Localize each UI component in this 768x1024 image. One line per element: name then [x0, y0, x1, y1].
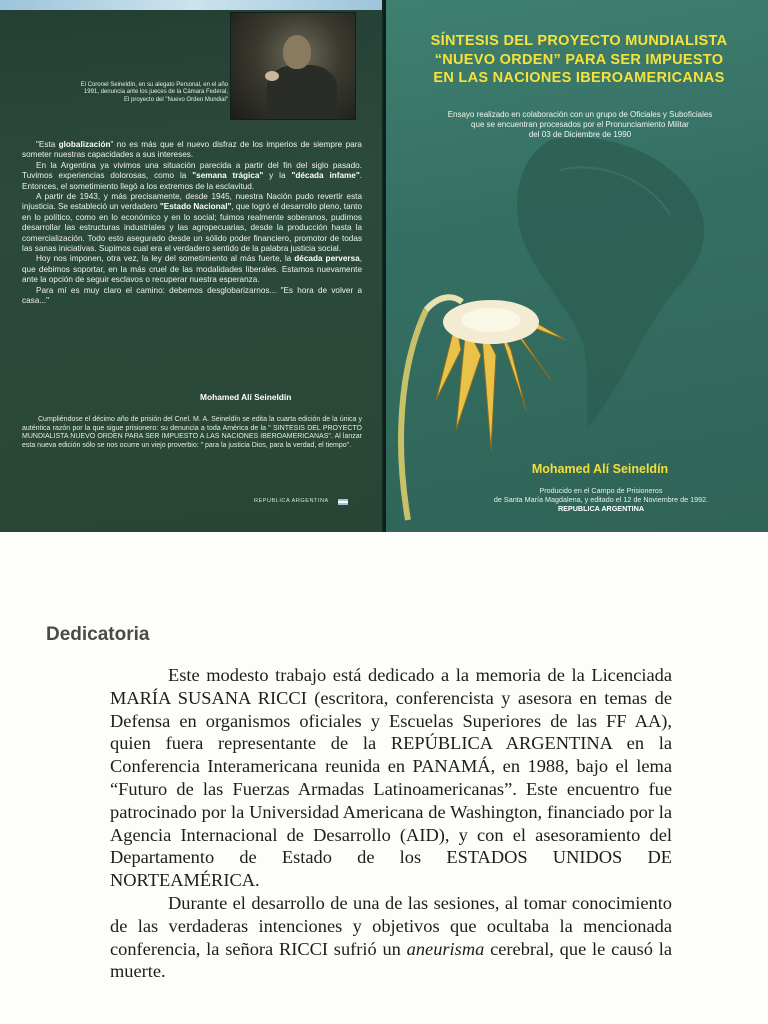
dedication-paragraph: Durante el desarrollo de una de las sesiones, al tomar conocimiento de las verdaderas intenciones y objetivos que ocultaba la mencionada conferencia, la señora RICCI sufrió un aneurisma cerebral, que le causó la muerte. — [110, 892, 672, 982]
back-republica: REPUBLICA ARGENTINA — [254, 498, 329, 504]
book-title: SÍNTESIS DEL PROYECTO MUNDIALISTA “NUEVO ORDEN” PARA SER IMPUESTO EN LAS NACIONES IBEROAMERICANAS — [430, 33, 728, 86]
paragraph: A partir de 1943, y más precisamente, desde 1945, nuestra Nación pudo revertir esta injusticia. Se estableció un verdadero "Estado Nacional", que logró el desarrollo pleno, tanto en lo político, como en lo económico y en lo social; fuimos realmente soberanos, pudimos desarrollar las estructuras industriales y las agropecuarias, desde la producción hasta la comercialización. Todo esto asegurado desde un sólido poder financiero, promotor de todas las sanas iniciativas. Supimos cual era el verdadero sentido de la palabra justicia social. — [22, 192, 363, 254]
flag-strip-top — [0, 0, 384, 10]
dedication-paragraph: Este modesto trabajo está dedicado a la memoria de la Licenciada MARÍA SUSANA RICCI (escritora, conferencista y asesora en temas de Defensa en organismos oficiales y Escuelas Superiores de las FF AA), quien fuera representante de la REPÚBLICA ARGENTINA en la Conferencia Interamericana reunida en PANAMÁ, en 1988, bajo el lema “Futuro de las Fuerzas Armadas Latinoamericanas”. Este encuentro fue patrocinado por la Universidad Americana de Washington, financiado por la Agencia Internacional de Desarrollo (AID), y con el asesoramiento del Departamento de Estado de los ESTADOS UNIDOS DE NORTEAMÉRICA. — [110, 665, 672, 891]
paragraph: En la Argentina ya vivimos una situación parecida a partir del fin del siglo pasado. Tuvimos experiencias dolorosas, como la "semana trágica" y la "década infame". Entonces, el sometimiento llegó a los extremos de la esclavitud. — [22, 160, 363, 191]
front-republica: REPUBLICA ARGENTINA — [557, 504, 645, 514]
back-cover — [0, 0, 384, 532]
back-cover-text — [22, 140, 362, 307]
paragraph: Para mí es muy claro el camino: debemos desglobarizarnos... "Es hora de volver a casa..." — [22, 285, 362, 306]
photo-caption: El Coronel Seineldín, en su alegato Personal, en el año 1991, denuncia ante los jueces de la Cámara Federal, El proyecto del "Nuevo Orden Mundial" — [80, 82, 228, 103]
flag-icon — [338, 499, 348, 505]
edition-note: Cumpliéndose el décimo año de prisión del Cnel. M. A. Seineldín se edita la cuarta edición de la única y auténtica razón por la que sigue prisionero: su denuncia a toda América de la " SINTESIS DEL PROYECTO MUNDIALISTA NUEVO ORDEN PARA SER IMPUESTO A LAS NACIONES IBEROAMERICANAS". Al lanzar esta nueva edición sólo se nos ocurre un viejo proverbio: " para la justicia Dios, para la verdad, el tiempo". — [22, 416, 362, 449]
dedication-heading: Dedicatoria — [46, 624, 150, 645]
book-subtitle: Ensayo realizado en colaboración con un grupo de Oficiales y Suboficiales que se encuentran procesados por el Pronunciamiento Militar del 03 de Diciembre de 1990 — [447, 110, 713, 139]
back-signature: Mohamed Alí Seineldín — [200, 392, 292, 402]
front-author: Mohamed Alí Seineldín — [531, 462, 669, 476]
microphone-icon — [265, 71, 279, 81]
production-note: Producido en el Campo de Prisioneros de Santa María Magdalena, y editado el 12 de Noviembre de 1992. REPUBLICA ARGENTINA — [440, 486, 762, 514]
paragraph: "Esta globalización" no es más que el nuevo disfraz de los imperios de siempre para someter nuestras capacidades a sus intereses. — [22, 140, 362, 160]
author-photo — [230, 12, 356, 120]
dedication-body — [110, 664, 672, 983]
paragraph: Hoy nos imponen, otra vez, la ley del sometimiento al más fuerte, la década perversa, que debimos soportar, en la más cruel de las modalidades liberales. Estamos nuevamente ante la opción de seguir esclavos o recuperar nuestra esperanza. — [22, 254, 362, 285]
